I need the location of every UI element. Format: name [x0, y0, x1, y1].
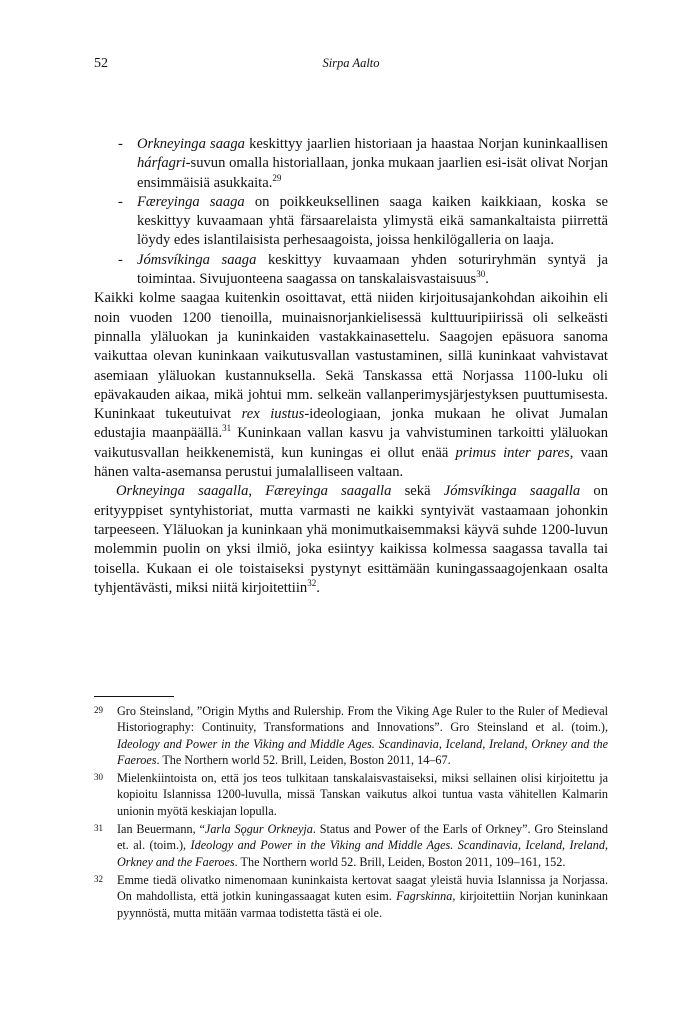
- paragraph-text: Kuninkaan vallan kasvu ja vahvistuminen tarkoitti yläluokan vaikutusvallan heikkenemistä, kun kuningas ei ollut enää: [94, 425, 609, 461]
- footnote-text: . The Northern world 52. Brill, Leiden, Boston 2011, 14–67.: [156, 752, 451, 767]
- list-dash: -: [118, 136, 123, 152]
- italic-term: hárfagri: [137, 155, 186, 172]
- saga-title: Færeyinga saaga: [137, 193, 245, 210]
- footnote-number: 29: [94, 705, 103, 715]
- list-text: on poikkeuksellinen saaga kaiken kaikkiaan, koska se keskittyy kuvaamaan yhtä färsaarelaista ylimystä eikä samankaltaista piirrettä löydy edes islantilaisista perhesaagoista, joissa henkilögalleria on laaja.: [137, 193, 609, 249]
- italic-term: Jómsvíkinga saagalla: [443, 483, 581, 500]
- footnote-text: Gro Steinsland, ”Origin Myths and Rulership. From the Viking Age Ruler to the Ruler of Medieval Historiography: Continuity, Transformations and Innovations”. Gro Steinsland et al. (toim.),: [117, 704, 608, 735]
- saga-title: Jómsvíkinga saaga: [137, 251, 257, 268]
- footnote: [94, 770, 608, 819]
- list-dash: -: [118, 251, 123, 268]
- footnote-number: 32: [94, 873, 103, 884]
- page-number: 52: [94, 56, 108, 71]
- footnote: [94, 872, 608, 921]
- body-text: [94, 135, 608, 598]
- footnotes: [94, 703, 608, 923]
- list-dash: -: [118, 193, 123, 210]
- paragraph-text: sekä: [391, 483, 444, 500]
- footnote-text: . Status and Power of the Earls of Orkney”. Gro Steinsland et. al. (toim.),: [117, 822, 608, 853]
- saga-title: Orkneyinga saaga: [137, 136, 245, 152]
- italic-term: Færeyinga saagalla: [265, 483, 392, 500]
- list-item: [94, 135, 608, 193]
- paragraph-text: ,: [248, 483, 266, 500]
- footnote-text: Mielenkiintoista on, että jos teos tulkitaan tanskalaisvastaiseksi, miksi sellainen olisi kirjoitettu ja kopioitu Islannissa 1200-luvulla, missä Tanskan vaikutus alkoi tuntua vasta vähitellen Kalmarin unionin myötä keskiajan lopulla.: [117, 771, 608, 818]
- footnote: [94, 703, 608, 768]
- italic-term: Orkneyinga saagalla: [116, 483, 249, 500]
- paragraph-text: .: [316, 579, 320, 596]
- italic-term: rex iustus: [241, 406, 305, 423]
- list-text: -suvun omalla historiallaan, jonka mukaan jaarlien esi-isät olivat Norjan ensimmäisiä asukkaita.: [137, 155, 608, 191]
- footnote-number: 31: [94, 823, 103, 834]
- footnote-text: . The Northern world 52. Brill, Leiden, Boston 2011, 109–161, 152.: [234, 854, 566, 869]
- footnote-italic: Fagrskinna: [396, 889, 453, 904]
- paragraph-text: -ideologiaan, jonka mukaan he olivat Jumalan edustajia maanpäällä.: [94, 406, 609, 442]
- page-header: [94, 56, 608, 74]
- italic-term: primus inter pares: [455, 444, 570, 461]
- paragraph-text: Kaikki kolme saagaa kuitenkin osoittavat, että niiden kirjoitusajankohdan aikoihin eli noin vuoden 1200 tienoilla, muinaisnorjankielisessä kulttuuripiirissä oli selkeästi pinnalla yläluokan ja kuninkaiden vastakkainasettelu. Saagojen epäsuora sanoma vaikuttaa olevan kuninkaan vaikutusvallan vastustaminen, sillä kuninkaat vahvistavat asemiaan yläluokan kustannuksella. Sekä Tanskassa että Norjassa 1100-luku oli epävakauden aikaa, mikä johtui mm. selkeän vallanperimysjärjestyksen puuttumisesta. Kuninkaat tukeutuivat: [94, 290, 608, 423]
- list-text: keskittyy kuvaamaan yhden soturiryhmän syntyä ja toimintaa. Sivujuonteena saagassa on tanskalaisvastaisuus: [137, 251, 608, 288]
- list-item: [94, 251, 608, 290]
- paragraph-text: on erityyppiset syntyhistoriat, mutta varmasti ne kaikki syntyivät vastaamaan johonkin tarpeeseen. Yläluokan ja kuninkaan yhä monimutkaisemmaksi käyvä suhde 1200-luvun molemmin puolin on yksi ilmiö, joka esiintyy kaikissa kolmessa saagassa tavalla tai toisella. Kukaan ei ole toistaiseksi pystynyt esittämään kuningassaagojenkaan osalta tyhjentävästi, miksi niitä kirjoitettiin: [94, 483, 609, 596]
- footnote-ref[interactable]: 31: [222, 423, 232, 434]
- footnote-italic: Ideology and Power in the Viking and Middle Ages. Scandinavia, Iceland, Ireland, Orkney and the Faeroes: [117, 736, 608, 767]
- paragraph-text: , vaan hänen valta-asemansa perustui jumalalliseen valtaan.: [94, 444, 608, 481]
- footnote-ref[interactable]: 30: [476, 269, 486, 280]
- footnote-italic: Ideology and Power in the Viking and Middle Ages. Scandinavia, Iceland, Ireland, Orkney and the Faeroes: [117, 838, 608, 869]
- paragraph: [94, 482, 608, 598]
- footnote-italic: Jarla Sǫgur Orkneyja: [204, 822, 313, 837]
- footnote-divider: [94, 696, 174, 697]
- footnote-text: Ian Beuermann, “: [117, 822, 205, 837]
- footnote: [94, 821, 608, 870]
- footnote-text: Emme tiedä olivatko nimenomaan kuninkaista kertovat saagat yleistä huvia Islannissa ja Norjassa. On mahdollista, että jotkin kuningassaagat kuten esim.: [117, 872, 608, 904]
- list-item: [94, 193, 608, 251]
- list-text: keskittyy jaarlien historiaan ja haastaa Norjan kuninkaallisen: [244, 136, 608, 152]
- running-head: Sirpa Aalto: [322, 56, 380, 70]
- list-text: .: [485, 271, 489, 288]
- footnote-number: 30: [94, 772, 103, 783]
- saga-list: [94, 135, 608, 289]
- footnote-ref[interactable]: 29: [272, 172, 282, 183]
- footnote-text: , kirjoitettiin Norjan kuninkaan pyynnöstä, mutta mitään varmaa todistetta tästä ei ole.: [117, 889, 608, 920]
- paragraph: [94, 289, 608, 482]
- footnote-ref[interactable]: 32: [307, 577, 317, 588]
